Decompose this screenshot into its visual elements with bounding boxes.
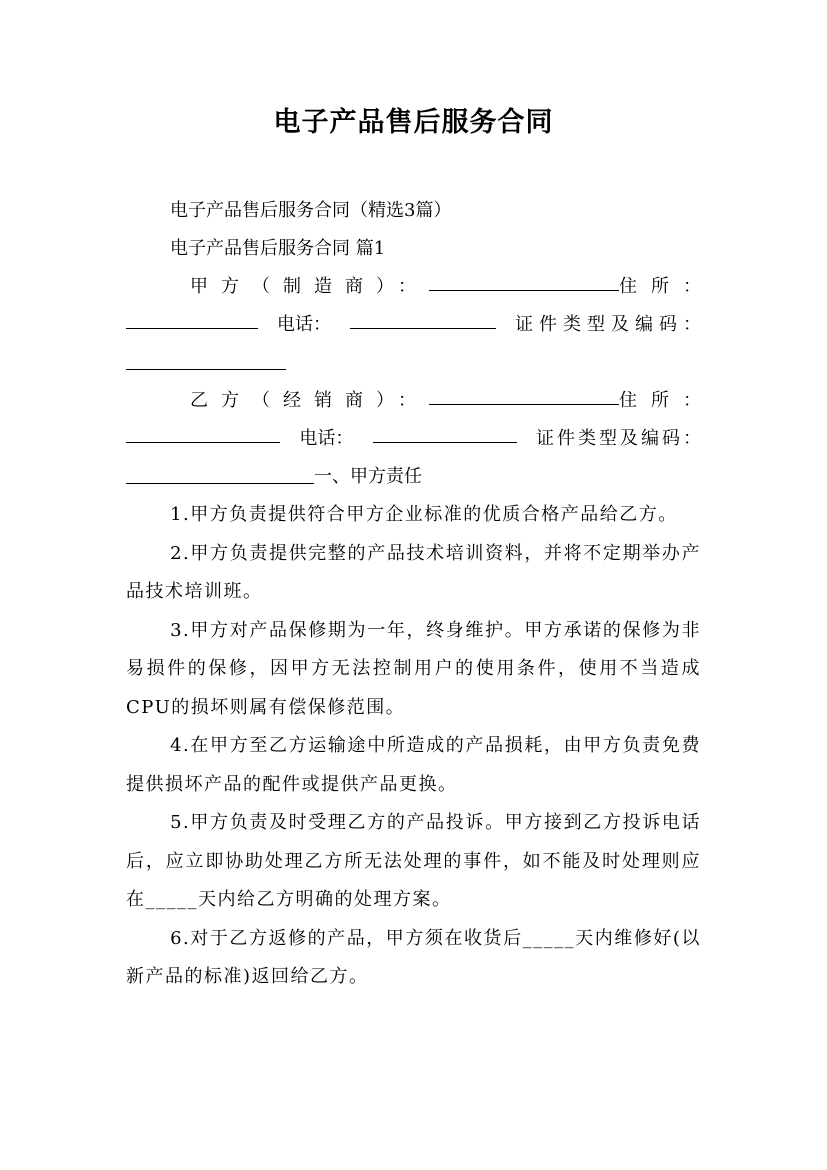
clause-6: 6.对于乙方返修的产品，甲方须在收货后_____天内维修好(以新产品的标准)返回给乙方。 (126, 927, 701, 987)
party-a-address-blank[interactable] (126, 306, 258, 329)
party-a-id-blank[interactable] (126, 347, 286, 370)
party-b-line-3 (126, 458, 701, 496)
party-a-name-blank[interactable] (429, 268, 619, 291)
clause-3: 3.甲方对产品保修期为一年，终身维护。甲方承诺的保修为非易损件的保修，因甲方无法控制用户的使用条件，使用不当造成CPU的损坏则属有偿保修范围。 (126, 619, 701, 718)
document-body (126, 192, 715, 997)
section-1-heading: 一、甲方责任 (314, 466, 422, 487)
subtitle-selection: 电子产品售后服务合同（精选3篇） (170, 200, 452, 221)
party-b-label: 乙方（经销商）： (190, 390, 429, 411)
clause-4: 4.在甲方至乙方运输途中所造成的产品损耗，由甲方负责免费提供损坏产品的配件或提供产品更换。 (126, 735, 701, 795)
party-a-label: 甲方（制造商）： (190, 276, 429, 297)
party-a-line-3 (126, 344, 701, 382)
party-b-line-2 (126, 420, 704, 458)
party-a-id-label: 证件类型及编码： (515, 314, 707, 335)
document-title: 电子产品售后服务合同 (273, 107, 554, 138)
party-b-id-label: 证件类型及编码： (535, 428, 704, 449)
party-b-phone-label: 电话： (299, 428, 354, 449)
party-a-phone-label: 电话： (277, 314, 331, 335)
clause-5: 5.甲方负责及时受理乙方的产品投诉。甲方接到乙方投诉电话后，应立即协助处理乙方所无法处理的事件，如不能及时处理则应在_____天内给乙方明确的处理方案。 (126, 812, 701, 910)
clause-1: 1.甲方负责提供符合甲方企业标准的优质合格产品给乙方。 (170, 504, 678, 525)
party-a-address-label: 住所： (619, 276, 715, 297)
party-b-id-blank[interactable] (126, 461, 314, 484)
party-a-line-2 (126, 306, 707, 344)
party-a-phone-blank[interactable] (350, 306, 496, 329)
party-b-address-blank[interactable] (126, 420, 280, 443)
party-a-line-1 (126, 268, 715, 306)
party-b-address-label: 住所： (619, 390, 715, 411)
clause-2: 2.甲方负责提供完整的产品技术培训资料，并将不定期举办产品技术培训班。 (126, 542, 701, 602)
party-b-phone-blank[interactable] (373, 420, 517, 443)
party-b-line-1 (126, 382, 715, 420)
subtitle-part-1: 电子产品售后服务合同 篇1 (170, 238, 386, 259)
party-b-name-blank[interactable] (429, 382, 619, 405)
